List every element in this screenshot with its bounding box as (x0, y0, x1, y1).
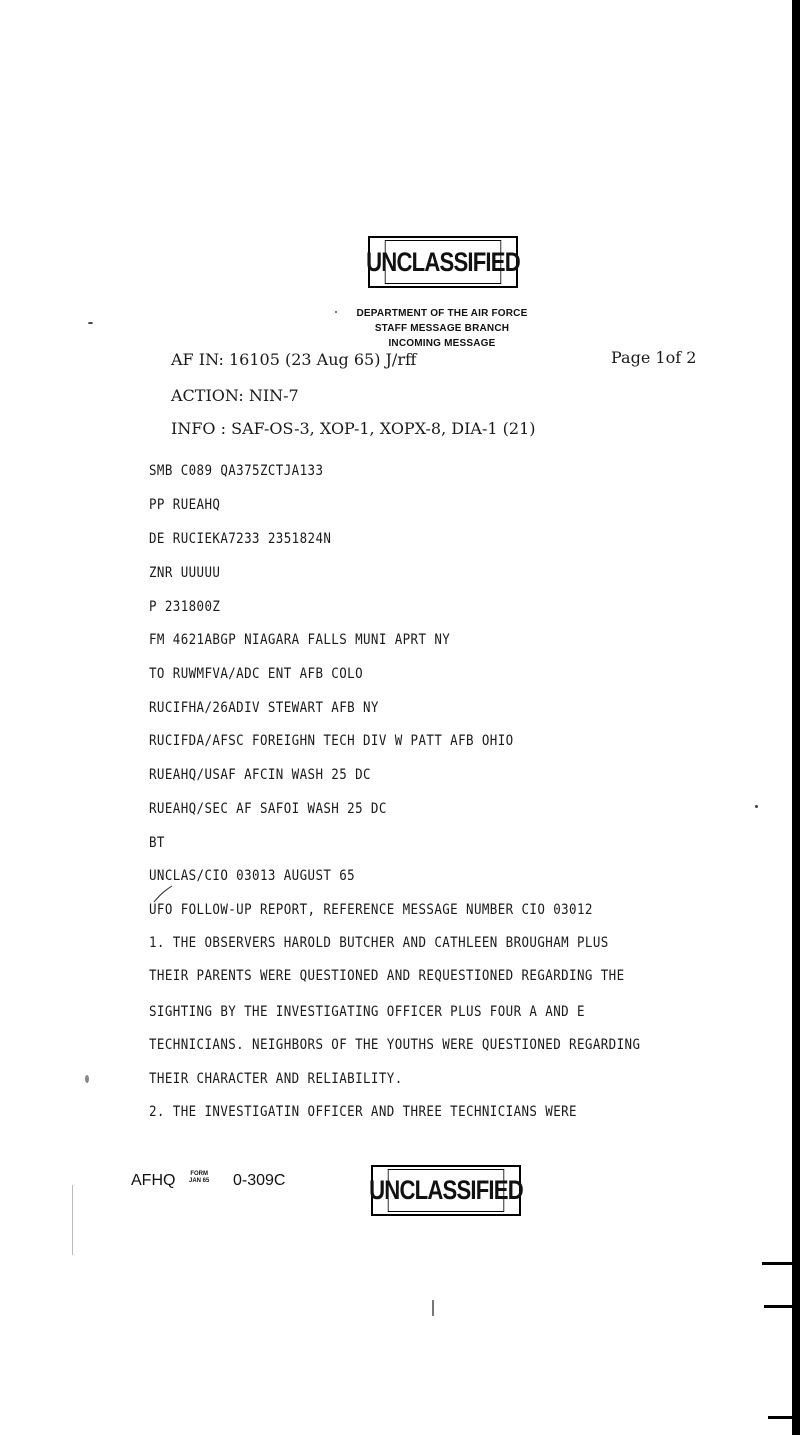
message-line: RUCIFHA/26ADIV STEWART AFB NY (149, 698, 379, 716)
department-line: DEPARTMENT OF THE AIR FORCE (356, 308, 528, 319)
message-line: RUEAHQ/USAF AFCIN WASH 25 DC (149, 765, 371, 783)
scan-border-right (792, 0, 800, 1435)
message-line: RUEAHQ/SEC AF SAFOI WASH 25 DC (149, 799, 387, 817)
scan-mark (768, 1416, 800, 1419)
message-line: ZNR UUUUU (149, 563, 221, 581)
footer-form-date: JAN 65 (189, 1178, 210, 1184)
message-line: BT (149, 833, 165, 851)
message-line: SMB C089 QA375ZCTJA133 (149, 461, 324, 479)
footer-form-number: 0-309C (233, 1172, 286, 1189)
message-line: RUCIFDA/AFSC FOREIGHN TECH DIV W PATT AFB OHIO (149, 731, 514, 749)
scan-speck (72, 1185, 73, 1255)
classification-text: UNCLASSIFIED (388, 1169, 504, 1212)
message-line: DE RUCIEKA7233 2351824N (149, 529, 332, 547)
scan-speck (85, 1075, 89, 1083)
page-indicator: Page 1of 2 (611, 348, 697, 367)
scan-speck (432, 1300, 434, 1316)
message-line: SIGHTING BY THE INVESTIGATING OFFICER PLUS FOUR A AND E (149, 1002, 585, 1020)
message-line: 2. THE INVESTIGATIN OFFICER AND THREE TECHNICIANS WERE (149, 1102, 577, 1120)
classification-text: UNCLASSIFIED (385, 240, 501, 284)
department-line: STAFF MESSAGE BRANCH (374, 323, 510, 334)
footer-form-block (189, 1171, 209, 1185)
classification-stamp-top (368, 236, 518, 288)
scan-speck (88, 322, 93, 324)
scan-speck (755, 805, 758, 808)
message-line: UFO FOLLOW-UP REPORT, REFERENCE MESSAGE NUMBER CIO 03012 (149, 900, 593, 918)
scan-mark (762, 1262, 800, 1265)
message-line: UNCLAS/CIO 03013 AUGUST 65 (149, 866, 356, 884)
message-line: P 231800Z (149, 597, 221, 615)
message-line: THEIR PARENTS WERE QUESTIONED AND REQUESTIONED REGARDING THE (149, 966, 625, 984)
message-line: TECHNICIANS. NEIGHBORS OF THE YOUTHS WERE QUESTIONED REGARDING (149, 1035, 641, 1053)
department-block (332, 306, 552, 351)
footer-afhq: AFHQ (131, 1172, 176, 1189)
classification-stamp-bottom (371, 1165, 521, 1216)
scan-speck (335, 311, 337, 313)
message-line: PP RUEAHQ (149, 495, 221, 513)
af-in-number: AF IN: 16105 (23 Aug 65) J/rff (171, 350, 417, 369)
message-line: FM 4621ABGP NIAGARA FALLS MUNI APRT NY (149, 630, 451, 648)
scan-mark (764, 1305, 800, 1308)
message-line: 1. THE OBSERVERS HAROLD BUTCHER AND CATHLEEN BROUGHAM PLUS (149, 933, 609, 951)
footer-form-label: FORM (190, 1171, 208, 1177)
department-line: INCOMING MESSAGE (388, 338, 496, 349)
action-line: ACTION: NIN-7 (171, 386, 299, 405)
info-line: INFO : SAF-OS-3, XOP-1, XOPX-8, DIA-1 (21) (171, 419, 536, 438)
handwritten-mark (152, 882, 176, 906)
message-line: TO RUWMFVA/ADC ENT AFB COLO (149, 664, 363, 682)
message-line: THEIR CHARACTER AND RELIABILITY. (149, 1069, 403, 1087)
